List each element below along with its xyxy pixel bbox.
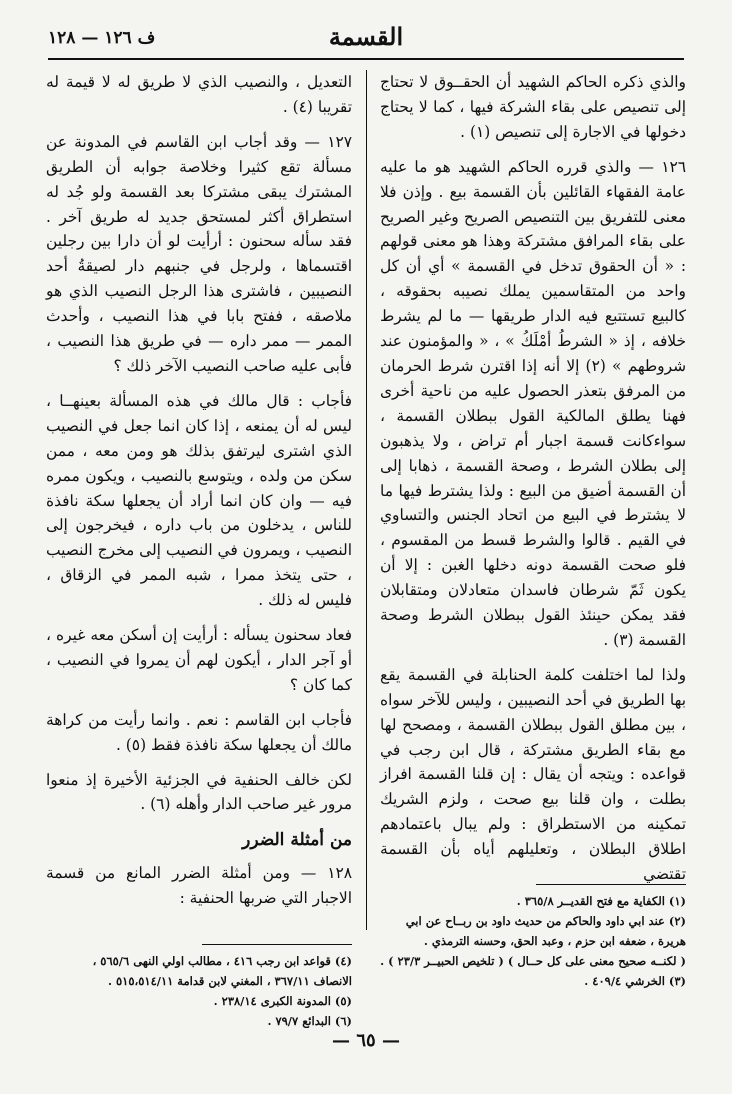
paragraph: ولذا لما اختلفت كلمة الحنابلة في القسمة يقع بها الطريق في أحد النصيبين ، وليس للآخر سواه ، بين مطلق القول ببطلان القسمة ، ومصحح لها مع بقاء الطريق مشتركة ، قال ابن رجب في قواعده : ويتجه أن يقال : إن قلنا القسمة افراز بطلت ، وان قلنا بيع صحت ، ولزم الشريك تمكينه من الاستطراق : ولم يبال باعتمادهم اطلاق البطلان ، وتعليلهم أياه بأن القسمة تقتضي [380,665,686,884]
paragraph: ١٢٨ — ومن أمثلة الضرر المانع من قسمة الاجبار التي ضربها الحنفية : [46,864,352,908]
footnotes-left [46,944,352,1031]
paragraph: والذي ذكره الحاكم الشهيد أن الحقــوق لا تحتاج إلى تنصيص على بقاء الشركة فيها ، كما لا يحتاج دخولها في الاجارة إلى تنصيص (١) . [380,73,686,141]
paragraph: فعاد سحنون يسأله : أرأيت إن أسكن معه غيره ، أو آجر الدار ، أيكون لهم أن يمروا في النصيب ، كما كان ؟ [46,626,352,694]
page-number: — ٦٥ — [332,1030,400,1051]
paragraph: لكن خالف الحنفية في الجزئية الأخيرة إذ منعوا مرور غير صاحب الدار وأهله (٦) . [46,770,352,814]
footnote: ( لكنــه صحيح معنى على كل حــال ) ( تلخيص الحبيــر ٢٣/٣ ) . [380,954,686,968]
footnote: (٤) قواعد ابن رجب ٤١٦ ، مطالب اولي النهى ٥٦٥/٦ ، [92,954,352,968]
section-range: ف ١٢٦ — ١٢٨ [48,28,156,48]
right-column [380,70,686,897]
section-heading: من أمثلة الضرر [242,830,352,851]
footnote: (٣) الخرشي ٤٠٩/٤ . [584,974,686,988]
paragraph: فأجاب : قال مالك في هذه المسألة بعينهــا ، ليس له أن يمنعه ، إذا كان انما جعل في النصيب الذي اشترى ليرتفق بذلك هو ومن معه ، ممن سكن من ولده ، ويتوسع بالنصيب ، ويكون ممره فيه — وان كان انما أراد أن يجعلها سكة نافذة للناس ، يدخلون من باب داره ، فيخرجون إلى النصيب ، ويمرون في النصيب إلى مخرج النصيب ، حتى يتخذ ممرا ، شبه الممر في الزقاق ، فليس له ذلك . [46,391,352,610]
footnote: (٦) البدائع ٧٩/٧ . [267,1014,352,1028]
footnote: (٢) عند ابي داود والحاكم من حديث داود بن ربــاح عن ابي هريرة ، ضعفه ابن حزم ، وعبد الحق، وحسنه الترمذي . [405,914,686,948]
footnotes-right [380,884,686,991]
footnote-rule [202,944,352,945]
footnote: (١) الكفاية مع فتح القديــر ٣٦٥/٨ . [516,894,686,908]
paragraph: فأجاب ابن القاسم : نعم . وانما رأيت من كراهة مالك أن يجعلها سكة نافذة فقط (٥) . [46,710,352,754]
footnote: الانصاف ٣٦٧/١١ ، المغني لابن قدامة ٥١٥،٥١٤/١١ . [107,974,352,988]
running-title: القسمة [328,22,404,51]
footnote-rule [536,884,686,885]
header-rule [48,58,684,60]
left-column [46,70,352,921]
paragraph: ١٢٦ — والذي قرره الحاكم الشهيد هو ما عليه عامة الفقهاء القائلين بأن القسمة بيع . وإذن فلا معنى للتفريق بين التنصيص الصريح وغير الصريح على بقاء المرافق مشتركة وهذا هو معنى قولهم : « أن الحقوق تدخل في القسمة » أي أن كل واحد من المتقاسمين يملك نصيبه بحقوقه ، كالبيع تستتبع فيه الدار طريقها — ما لم يشرط خلافه ، إذ « الشرطُ أمْلَكُ » ، « والمؤمنون عند شروطهم » (٢) إلا أنه إذا اقترن شرط الحرمان من المرفق بتعذر الحصول عليه من ناحية أخرى فهنا يطلق المالكية القول ببطلان القسمة ، سواءكانت قسمة اجبار أم تراض ، ولا يذهبون إلى بطلان الشرط ، وصحة القسمة ، ذهابا إلى أن القسمة أضيق من البيع : ولذا يشترط فيها ما لا يشترط في البيع من اتحاد الجنس والتساوي في القيم . قالوا والشرط قسط من المقسوم ، فلو صحت القسمة دونه دخلها الغبن : إلا أن يكون ثَمّ شرطان فاسدان متعادلان ومتقابلان فقد يمكن حينئذ القول ببطلان الشرط وصحة القسمة (٣) . [380,157,686,649]
paragraph: ١٢٧ — وقد أجاب ابن القاسم في المدونة عن مسألة تقع كثيرا وخلاصة جوابه أن الطريق المشترك يبقى مشتركا بعد القسمة ولو جُد له استطراق أكثر لمستحق جديد له طريق آخر . فقد سأله سحنون : أرأيت لو أن دارا بين رجلين اقتسماها ، ولرجل في جنبهم دار لصيقةُ أحد النصيبين ، فاشترى هذا الرجل النصيب الذي هو ملاصقه ، ففتح بابا في هذا النصيب ، وأحدث الممر — ممر داره — في طريق هذا النصيب ، فأبى عليه صاحب النصيب الآخر ذلك ؟ [46,132,352,375]
footnote: (٥) المدونة الكبرى ٢٣٨/١٤ . [213,994,352,1008]
column-divider [366,70,367,930]
page-header [48,22,684,62]
paragraph: التعديل ، والنصيب الذي لا طريق له لا قيمة له تقريبا (٤) . [46,73,352,116]
